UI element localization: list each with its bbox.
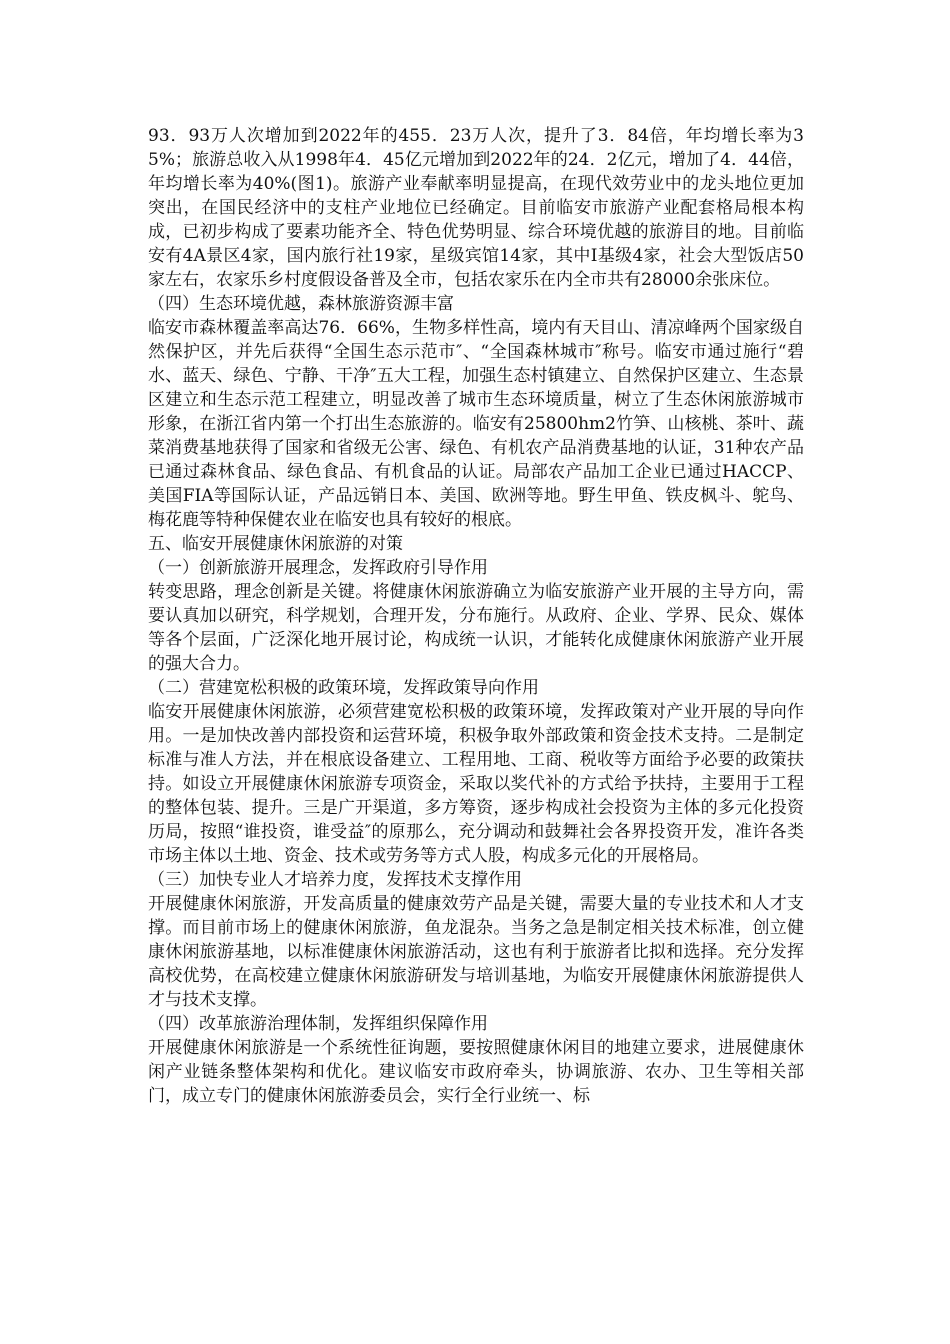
subheading-innovation: （一）创新旅游开展理念，发挥政府引导作用 [148,558,488,578]
paragraph-innovation: 转变思路，理念创新是关键。将健康休闲旅游确立为临安旅游产业开展的主导方向，需要认真加以研究，科学规划，合理开发，分布施行。从政府、企业、学界、民众、媒体等各个层面，广泛深化地开展讨论，构成统一认识，才能转化成健康休闲旅游产业开展的强大合力。 [148,582,804,674]
subheading-governance: （四）改革旅游治理体制，发挥组织保障作用 [148,1014,488,1034]
document-page [148,124,804,1108]
paragraph-talent: 开展健康休闲旅游，开发高质量的健康效劳产品是关键，需要大量的专业技术和人才支撑。而目前市场上的健康休闲旅游，鱼龙混杂。当务之急是制定相关技术标准，创立健康休闲旅游基地，以标准健康休闲旅游活动，这也有利于旅游者比拟和选择。充分发挥高校优势，在高校建立健康休闲旅游研发与培训基地，为临安开展健康休闲旅游提供人才与技术支撑。 [148,894,804,1010]
subheading-talent: （三）加快专业人才培养力度，发挥技术支撑作用 [148,870,522,890]
paragraph-forest-resources: 临安市森林覆盖率高达76．66%，生物多样性高，境内有天目山、清凉峰两个国家级自然保护区，并先后获得“全国生态示范市″、“全国森林城市″称号。临安市通过施行“碧水、蓝天、绿色、宁静、干净″五大工程，加强生态村镇建立、自然保护区建立、生态景区建立和生态示范工程建立，明显改善了城市生态环境质量，树立了生态休闲旅游城市形象，在浙江省内第一个打出生态旅游的。临安有25800hm2竹笋、山核桃、茶叶、蔬菜消费基地获得了国家和省级无公害、绿色、有机农产品消费基地的认证，31种农产品已通过森林食品、绿色食品、有机食品的认证。局部农产品加工企业已通过HACCP、美国FIA等国际认证，产品远销日本、美国、欧洲等地。野生甲鱼、铁皮枫斗、鸵鸟、梅花鹿等特种保健农业在临安也具有较好的根底。 [148,318,804,530]
section-heading-countermeasures: 五、临安开展健康休闲旅游的对策 [148,534,403,554]
subheading-policy: （二）营建宽松积极的政策环境，发挥政策导向作用 [148,678,539,698]
paragraph-tourism-growth: 93．93万人次增加到2022年的455．23万人次，提升了3．84倍，年均增长率为35%；旅游总收入从1998年4．45亿元增加到2022年的24．2亿元，增加了4．44倍，年均增长率为40%(图1)。旅游产业奉献率明显提高，在现代效劳业中的龙头地位更加突出，在国民经济中的支柱产业地位已经确定。目前临安市旅游产业配套格局根本构成，已初步构成了要素功能齐全、特色优势明显、综合环境优越的旅游目的地。目前临安有4A景区4家，国内旅行社19家，星级宾馆14家，其中I基级4家，社会大型饭店50家左右，农家乐乡村度假设备普及全市，包括农家乐在内全市共有28000余张床位。 [148,126,804,290]
paragraph-governance: 开展健康休闲旅游是一个系统性征询题，要按照健康休闲目的地建立要求，进展健康休闲产业链条整体架构和优化。建议临安市政府牵头，协调旅游、农办、卫生等相关部门，成立专门的健康休闲旅游委员会，实行全行业统一、标 [148,1038,804,1106]
paragraph-policy: 临安开展健康休闲旅游，必须营建宽松积极的政策环境，发挥政策对产业开展的导向作用。一是加快改善内部投资和运营环境，积极争取外部政策和资金技术支持。二是制定标准与准人方法，并在根底设备建立、工程用地、工商、税收等方面给予必要的政策扶持。如设立开展健康休闲旅游专项资金，采取以奖代补的方式给予扶持，主要用于工程的整体包装、提升。三是广开渠道，多方筹资，逐步构成社会投资为主体的多元化投资历局，按照“谁投资，谁受益″的原那么，充分调动和鼓舞社会各界投资开发，准许各类市场主体以土地、资金、技术或劳务等方式人股，构成多元化的开展格局。 [148,702,804,866]
subheading-ecology: （四）生态环境优越，森林旅游资源丰富 [148,294,454,314]
